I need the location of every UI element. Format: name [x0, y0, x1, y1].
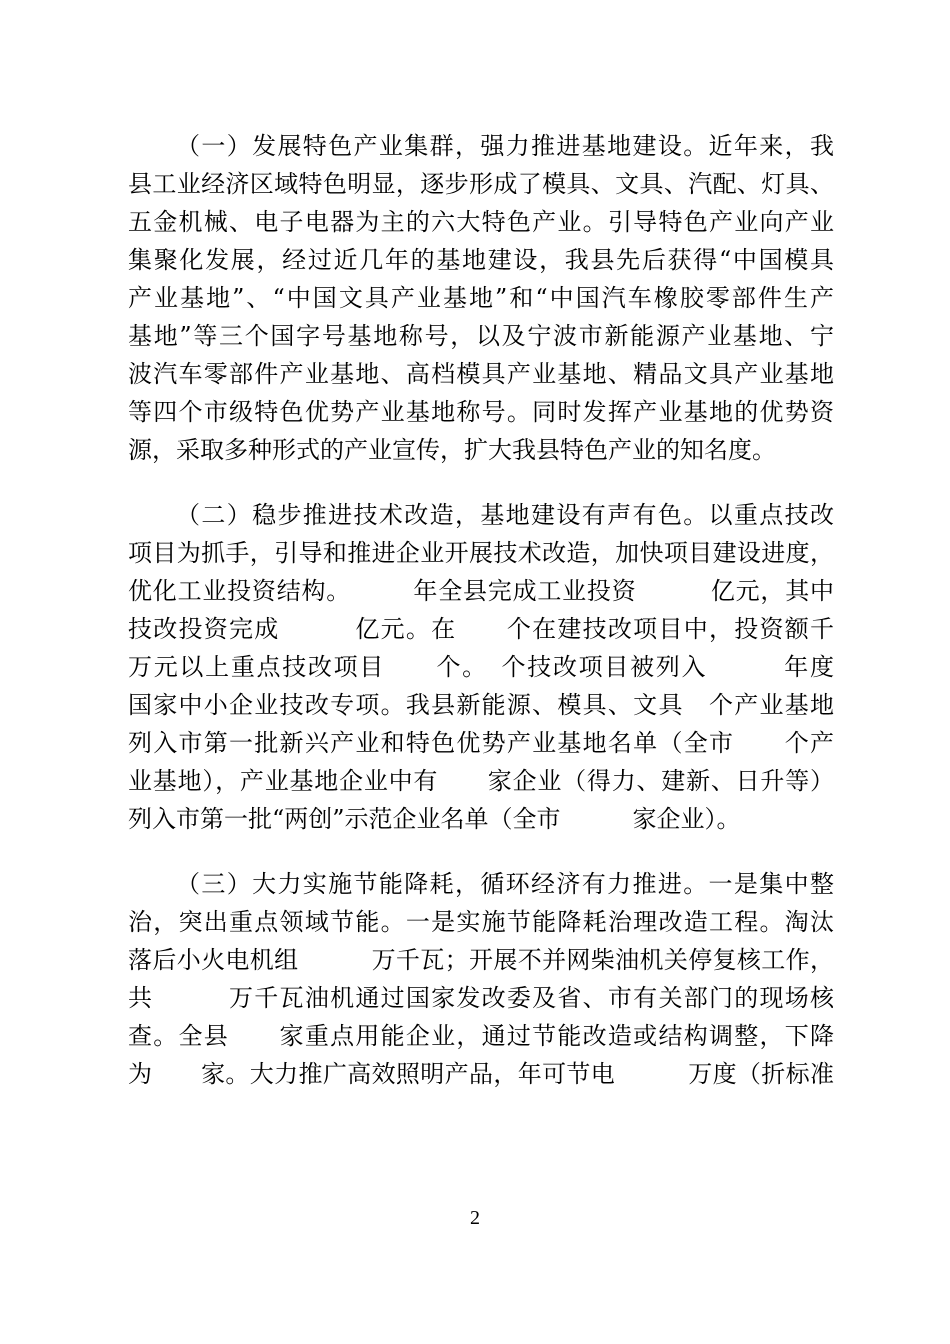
- paragraph-3-line: 共 万千瓦油机通过国家发改委及省、市有关部门的现场核: [128, 984, 834, 1012]
- paragraph-1-line: （一）发展特色产业集群，强力推进基地建设。近年来，我: [176, 132, 834, 160]
- paragraph-2-line: （二）稳步推进技术改造，基地建设有声有色。以重点技改: [176, 501, 834, 529]
- paragraph-2-line: 技改投资完成 亿元。在 个在建技改项目中，投资额千: [128, 615, 834, 643]
- paragraph-1-line: 集聚化发展，经过近几年的基地建设，我县先后获得“中国模具: [128, 246, 834, 274]
- paragraph-3-line: （三）大力实施节能降耗，循环经济有力推进。一是集中整: [176, 870, 834, 898]
- paragraph-1-line: 产业基地”、“中国文具产业基地”和“中国汽车橡胶零部件生产: [128, 284, 834, 312]
- paragraph-2-line: 优化工业投资结构。 年全县完成工业投资 亿元，其中: [128, 577, 834, 605]
- paragraph-2-line: 业基地），产业基地企业中有 家企业（得力、建新、日升等）: [128, 767, 834, 795]
- paragraph-2-line: 国家中小企业技改专项。我县新能源、模具、文具 个产业基地: [128, 691, 834, 719]
- paragraph-2-line: 列入市第一批“两创”示范企业名单（全市 家企业）。: [128, 805, 741, 833]
- paragraph-3-line: 查。全县 家重点用能企业，通过节能改造或结构调整，下降: [128, 1022, 834, 1050]
- page-number: 2: [470, 1207, 480, 1229]
- paragraph-1-line: 波汽车零部件产业基地、高档模具产业基地、精品文具产业基地: [128, 360, 834, 388]
- paragraph-2-line: 列入市第一批新兴产业和特色优势产业基地名单（全市 个产: [128, 729, 834, 757]
- paragraph-2-line: 项目为抓手，引导和推进企业开展技术改造，加快项目建设进度，: [128, 539, 834, 567]
- paragraph-3-line: 治，突出重点领域节能。一是实施节能降耗治理改造工程。淘汰: [128, 908, 834, 936]
- paragraph-1-line: 等四个市级特色优势产业基地称号。同时发挥产业基地的优势资: [128, 398, 834, 426]
- paragraph-3-line: 落后小火电机组 万千瓦；开展不并网柴油机关停复核工作，: [128, 946, 834, 974]
- paragraph-1-line: 五金机械、电子电器为主的六大特色产业。引导特色产业向产业: [128, 208, 834, 236]
- paragraph-2-line: 万元以上重点技改项目 个。 个技改项目被列入 年度: [128, 653, 834, 681]
- paragraph-3-line: 为 家。大力推广高效照明产品，年可节电 万度（折标准: [128, 1060, 834, 1088]
- paragraph-1-line: 县工业经济区域特色明显，逐步形成了模具、文具、汽配、灯具、: [128, 170, 834, 198]
- paragraph-1-line: 基地”等三个国字号基地称号，以及宁波市新能源产业基地、宁: [128, 322, 834, 350]
- paragraph-1-line: 源，采取多种形式的产业宣传，扩大我县特色产业的知名度。: [128, 436, 776, 464]
